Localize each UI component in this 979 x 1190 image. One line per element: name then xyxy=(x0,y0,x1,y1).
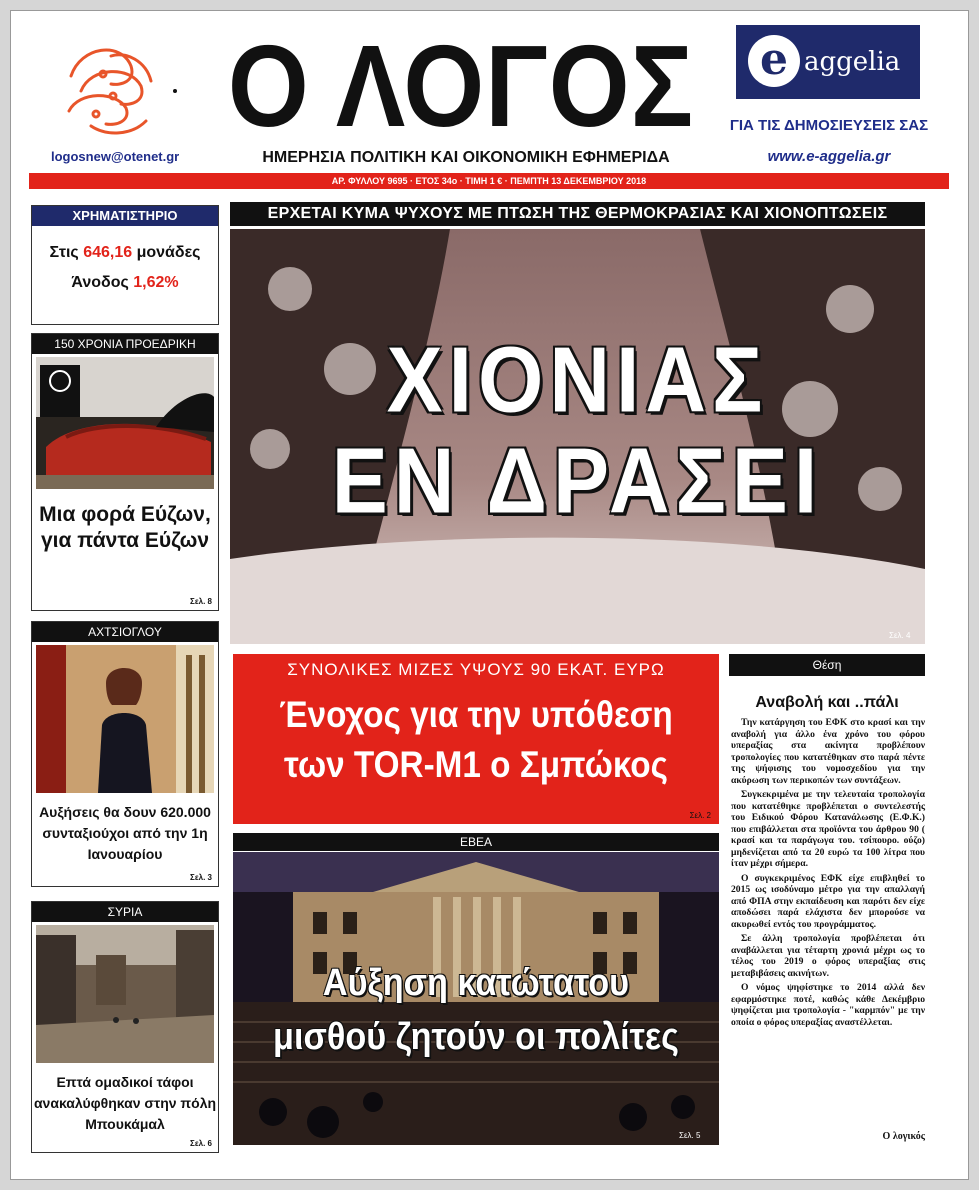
newspaper-title: Ο ΛΟΓΟΣ xyxy=(227,21,695,152)
side-story-header: ΑΧΤΣΙΟΓΛΟΥ xyxy=(32,622,218,642)
second-headline-line2: των TOR-M1 ο Σμπώκος xyxy=(284,744,668,785)
stock-market-header: ΧΡΗΜΑΤΙΣΤΗΡΙΟ xyxy=(32,206,218,226)
opinion-paragraph: Σε άλλη τροπολογία προβλέπεται ότι αναβάλλεται για τέταρτη χρονιά μέχρι ως το τέλος του 2019 ο φόρος υπεραξίας στις μεταβιβάσεις ακινήτων. xyxy=(731,933,925,979)
page-reference: Σελ. 3 xyxy=(190,873,212,882)
minister-photo xyxy=(36,645,214,793)
second-story-block[interactable] xyxy=(233,654,719,824)
third-page-reference: Σελ. 5 xyxy=(679,1131,701,1140)
second-page-reference: Σελ. 2 xyxy=(689,811,711,820)
third-story-headline xyxy=(257,956,694,1064)
ruined-city-photo xyxy=(36,925,214,1063)
side-story-text: Μια φορά Εύζων, για πάντα Εύζων xyxy=(39,503,211,552)
second-story-kicker: ΣΥΝΟΛΙΚΕΣ ΜΙΖΕΣ ΥΨΟΥΣ 90 ΕΚΑΤ. ΕΥΡΩ xyxy=(287,660,665,679)
opinion-title: Αναβολή και ..πάλι xyxy=(755,694,899,711)
lead-page-reference: Σελ. 4 xyxy=(889,631,911,640)
lead-headline-line1: ΧΙΟΝΙΑΣ xyxy=(386,327,769,432)
ad-url-link[interactable]: www.e-aggelia.gr xyxy=(767,148,891,165)
opinion-signature: Ο λογικός xyxy=(882,1131,925,1142)
eaggelia-logo-word: aggelia xyxy=(804,47,901,77)
masthead-logo-faces-icon xyxy=(51,36,181,146)
points-prefix: Στις xyxy=(49,244,84,261)
ad-tagline: ΓΙΑ ΤΙΣ ΔΗΜΟΣΙΕΥΣΕΙΣ ΣΑΣ xyxy=(729,117,929,134)
opinion-paragraph: Ο νόμος ψηφίστηκε το 2014 αλλά δεν εφαρμόστηκε ποτέ, καθώς κάθε Δεκέμβριο ψηφίζεται μια τροπολογία - "καρμπόν" με την οποία ο φόρος υπεραξίας αναστέλλεται. xyxy=(731,982,925,1028)
third-story-header: ΕΒΕΑ xyxy=(233,833,719,851)
side-story-text: Επτά ομαδικοί τάφοι ανακαλύφθηκαν στην πόλη Μπουκάμαλ xyxy=(33,1074,217,1132)
evzones-shoe-photo xyxy=(36,357,214,489)
contact-email: logosnew@otenet.gr xyxy=(51,149,180,164)
stock-market-change xyxy=(32,274,218,292)
newspaper-front-page xyxy=(10,10,969,1180)
page-reference: Σελ. 6 xyxy=(190,1139,212,1148)
third-headline-line2: μισθού ζητούν οι πολίτες xyxy=(273,1016,679,1058)
change-value: 1,62% xyxy=(133,274,179,291)
second-story-headline xyxy=(257,690,694,790)
points-value: 646,16 xyxy=(83,244,133,261)
side-story-header: ΣΥΡΙΑ xyxy=(32,902,218,922)
opinion-paragraph: Ο συγκεκριμένος ΕΦΚ είχε επιβληθεί το 2015 ως ισοδύναμο μέτρο για την απαλλαγή από ΦΠΑ στην εκπαίδευση και παρότι δεν είχε αποδώσει παρά ελάχιστα δεν μπορούσε να ακυρωθεί εντός του προγράμματος. xyxy=(731,872,925,930)
stock-market-points xyxy=(32,244,218,262)
opinion-paragraph: Συγκεκριμένα με την τελευταία τροπολογία που κατατέθηκε προβλέπεται ο συντελεστής του Ειδικού Φόρου Κατανάλωσης (Ε.Φ.Κ.) που επιβάλλεται στα προϊόντα του άρθρου 90 ( κρασί και τα παράγωγα του. τσίπουρο. ούζο) μηδενίζεται από τα 20 ευρώ τα 100 λίτρα που ίταν μέχρι σήμερα. xyxy=(731,789,925,869)
change-prefix: Άνοδος xyxy=(71,274,134,291)
opinion-header: Θέση xyxy=(729,654,925,676)
side-story-header: 150 ΧΡΟΝΙΑ ΠΡΟΕΔΡΙΚΗ xyxy=(32,334,218,354)
eaggelia-ad[interactable] xyxy=(736,25,920,99)
stock-market-box xyxy=(31,205,219,325)
points-suffix: μονάδες xyxy=(132,244,201,261)
side-story-text: Αυξήσεις θα δουν 620.000 συνταξιούχοι από την 1η Ιανουαρίου xyxy=(39,804,211,862)
eaggelia-logo-letter: e xyxy=(748,35,800,87)
newspaper-subtitle: ΗΜΕΡΗΣΙΑ ΠΟΛΙΤΙΚΗ ΚΑΙ ΟΙΚΟΝΟΜΙΚΗ ΕΦΗΜΕΡΙΔΑ xyxy=(262,149,670,166)
lead-headline-line2: ΕΝ ΔΡΑΣΕΙ xyxy=(331,429,824,533)
third-headline-line1: Αύξηση κατώτατου xyxy=(322,962,630,1004)
side-story-achtsioglou[interactable] xyxy=(31,621,219,887)
opinion-body xyxy=(731,717,925,1031)
side-story-syria[interactable] xyxy=(31,901,219,1153)
opinion-paragraph: Την κατάργηση του ΕΦΚ στο κρασί και την αναβολή για άλλο ένα χρόνο του φόρου υπεραξίας στα ακίνητα προβλέπουν τροπολογίες που κατατέθηκαν στο παρά πέντε της ψήφισης του νομοσχεδίου για την ακύρωση των περικοπών των συντάξεων. xyxy=(731,717,925,786)
lead-headline xyxy=(230,329,925,531)
second-headline-line1: Ένοχος για την υπόθεση xyxy=(279,694,673,735)
side-story-evzones[interactable] xyxy=(31,333,219,611)
lead-kicker: ΕΡΧΕΤΑΙ ΚΥΜΑ ΨΥΧΟΥΣ ΜΕ ΠΤΩΣΗ ΤΗΣ ΘΕΡΜΟΚΡΑΣΙΑΣ ΚΑΙ ΧΙΟΝΟΠΤΩΣΕΙΣ xyxy=(230,202,925,226)
issue-info-bar: ΑΡ. ΦΥΛΛΟΥ 9695 · ΕΤΟΣ 34ο · ΤΙΜΗ 1 € · ΠΕΜΠΤΗ 13 ΔΕΚΕΜΒΡΙΟΥ 2018 xyxy=(29,173,949,189)
page-reference: Σελ. 8 xyxy=(190,597,212,606)
